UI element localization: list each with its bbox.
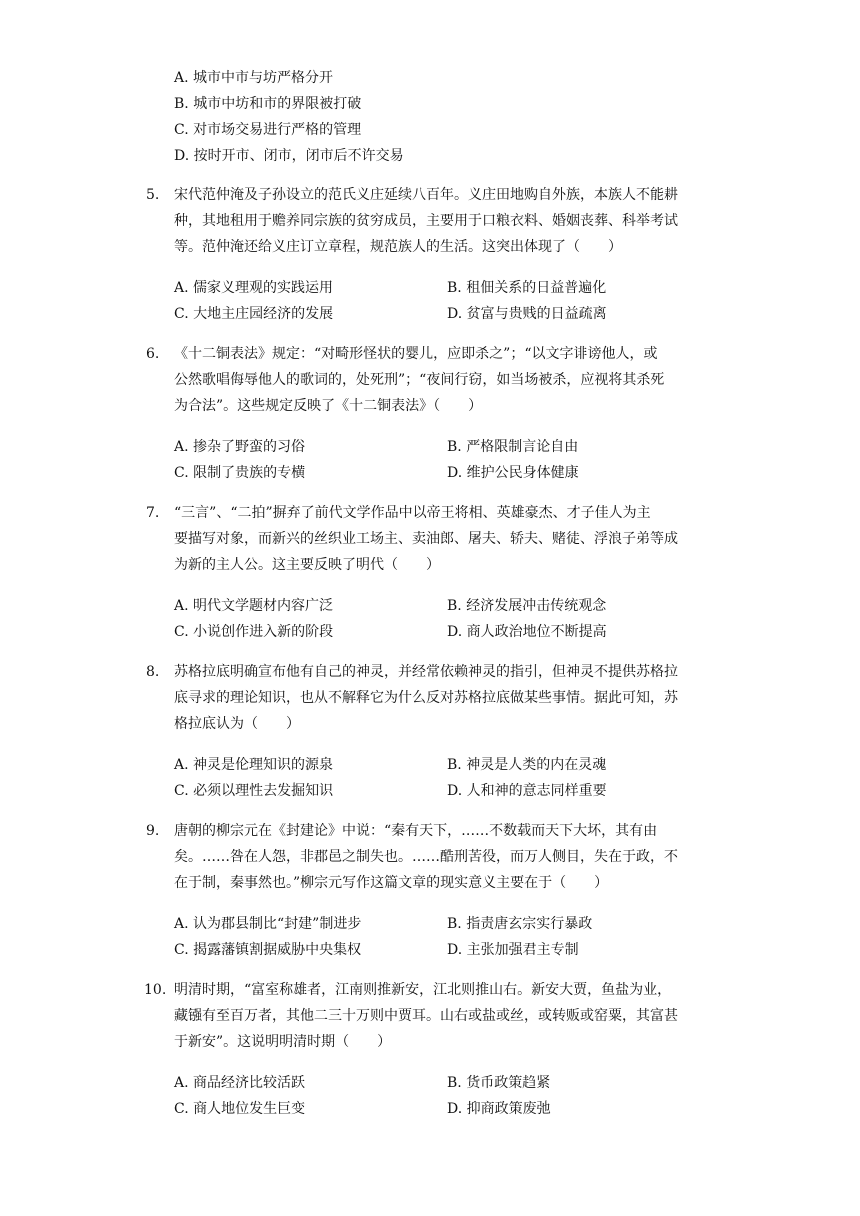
- option-a: A. 明代文学题材内容广泛: [174, 598, 334, 614]
- stem-line: 要描写对象，而新兴的丝织业工场主、卖油郎、屠夫、轿夫、赌徒、浮浪子弟等成: [174, 531, 678, 547]
- option-a: A. 认为郡县制比“封建”制进步: [174, 916, 362, 932]
- option-a: A. 掺杂了野蛮的习俗: [174, 439, 306, 455]
- question-number: 6.: [146, 346, 160, 362]
- stem-line: 等。范仲淹还给义庄订立章程，规范族人的生活。这突出体现了（ ）: [174, 239, 622, 255]
- option-d: D. 抑商政策废弛: [447, 1101, 551, 1117]
- option-d: D. 人和神的意志同样重要: [447, 783, 607, 799]
- stem-line: 唐朝的柳宗元在《封建论》中说：“秦有天下，……不数载而天下大坏，其有由: [174, 823, 658, 839]
- question-stem: [174, 341, 720, 419]
- stem-line: 在于制，秦事然也。”柳宗元写作这篇文章的现实意义主要在于（ ）: [174, 875, 609, 891]
- option-d: D. 商人政治地位不断提高: [447, 624, 607, 640]
- options: [174, 434, 734, 486]
- stem-line: 矣。……咎在人怨，非郡邑之制失也。……酷刑苦役，而万人侧目，失在于政，不: [174, 849, 678, 865]
- question-number: 9.: [146, 823, 160, 839]
- stem-line: 明清时期，“富室称雄者，江南则推新安，江北则推山右。新安大贾，鱼盐为业，: [174, 982, 672, 998]
- option-c: C. 必须以理性去发掘知识: [174, 783, 334, 799]
- option-b: B. 严格限制言论自由: [447, 439, 579, 455]
- option-b: B. 经济发展冲击传统观念: [447, 598, 607, 614]
- stem-line: 公然歌唱侮辱他人的歌词的，处死刑”；“夜间行窃，如当场被杀，应视将其杀死: [174, 372, 665, 388]
- option-b: B. 指责唐玄宗实行暴政: [447, 916, 593, 932]
- option-b: B. 城市中坊和市的界限被打破: [174, 96, 362, 112]
- question-number: 8.: [146, 664, 160, 680]
- options: [174, 593, 734, 645]
- question-stem: [174, 977, 720, 1055]
- stem-line: 种，其地租用于赡养同宗族的贫穷成员，主要用于口粮衣料、婚姻丧葬、科举考试: [174, 213, 678, 229]
- question-number: 7.: [146, 505, 160, 521]
- option-a: A. 城市中市与坊严格分开: [174, 70, 334, 86]
- question-stem: [174, 182, 720, 260]
- option-b: B. 神灵是人类的内在灵魂: [447, 757, 607, 773]
- option-c: C. 小说创作进入新的阶段: [174, 624, 334, 640]
- stem-line: 为合法”。这些规定反映了《十二铜表法》（ ）: [174, 398, 483, 414]
- option-c: C. 商人地位发生巨变: [174, 1101, 306, 1117]
- stem-line: “三言”、“二拍”摒弃了前代文学作品中以帝王将相、英雄豪杰、才子佳人为主: [174, 505, 651, 521]
- stem-line: 为新的主人公。这主要反映了明代（ ）: [174, 557, 440, 573]
- options: [174, 911, 734, 963]
- option-c: C. 对市场交易进行严格的管理: [174, 122, 362, 138]
- stem-line: 格拉底认为（ ）: [174, 716, 300, 732]
- option-d: D. 主张加强君主专制: [447, 942, 579, 958]
- question-stem: [174, 500, 720, 578]
- option-b: B. 货币政策趋紧: [447, 1075, 551, 1091]
- stem-line: 藏镪有至百万者，其他二三十万则中贾耳。山右或盐或丝，或转贩或窑粟，其富甚: [174, 1008, 678, 1024]
- option-d: D. 按时开市、闭市，闭市后不许交易: [174, 148, 404, 164]
- q4-options: [174, 65, 404, 169]
- option-d: D. 贫富与贵贱的日益疏离: [447, 306, 607, 322]
- question-stem: [174, 659, 720, 737]
- options: [174, 275, 734, 327]
- option-a: A. 儒家义理观的实践运用: [174, 280, 334, 296]
- options: [174, 752, 734, 804]
- stem-line: 于新安”。这说明明清时期（ ）: [174, 1034, 392, 1050]
- stem-line: 《十二铜表法》规定：“对畸形怪状的婴儿，应即杀之”；“以文字诽谤他人，或: [174, 346, 658, 362]
- question-number: 10.: [144, 982, 167, 998]
- option-b: B. 租佃关系的日益普遍化: [447, 280, 607, 296]
- stem-line: 宋代范仲淹及子孙设立的范氏义庄延续八百年。义庄田地购自外族，本族人不能耕: [174, 187, 678, 203]
- question-stem: [174, 818, 720, 896]
- option-a: A. 神灵是伦理知识的源泉: [174, 757, 334, 773]
- stem-line: 底寻求的理论知识，也从不解释它为什么反对苏格拉底做某些事情。据此可知，苏: [174, 690, 678, 706]
- stem-line: 苏格拉底明确宣布他有自己的神灵，并经常依赖神灵的指引，但神灵不提供苏格拉: [174, 664, 678, 680]
- question-number: 5.: [146, 187, 160, 203]
- option-d: D. 维护公民身体健康: [447, 465, 579, 481]
- option-c: C. 揭露藩镇割据威胁中央集权: [174, 942, 362, 958]
- option-c: C. 限制了贵族的专横: [174, 465, 306, 481]
- option-c: C. 大地主庄园经济的发展: [174, 306, 334, 322]
- options: [174, 1070, 734, 1122]
- option-a: A. 商品经济比较活跃: [174, 1075, 306, 1091]
